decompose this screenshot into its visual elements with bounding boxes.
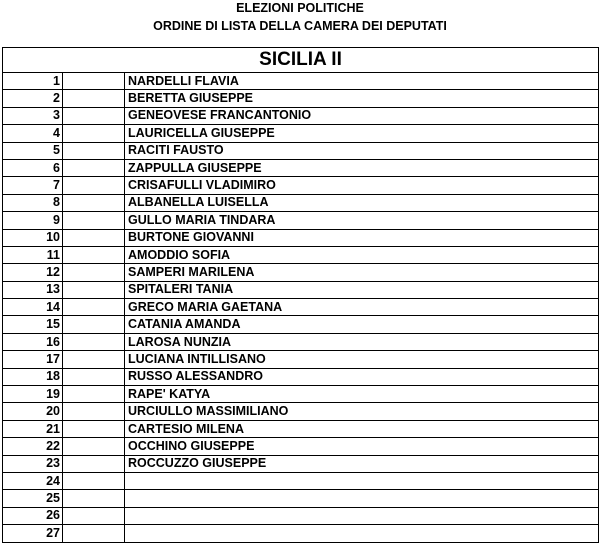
region-title: SICILIA II [3, 48, 599, 73]
candidate-name: ZAPPULLA GIUSEPPE [125, 159, 599, 176]
candidate-name: LAROSA NUNZIA [125, 333, 599, 350]
table-row [3, 351, 599, 368]
table-row [3, 229, 599, 246]
row-number: 9 [3, 212, 63, 229]
row-number: 27 [3, 525, 63, 542]
row-number: 13 [3, 281, 63, 298]
row-number: 15 [3, 316, 63, 333]
candidate-name: OCCHINO GIUSEPPE [125, 438, 599, 455]
candidate-name: CATANIA AMANDA [125, 316, 599, 333]
blank-cell [63, 264, 125, 281]
candidate-name: RACITI FAUSTO [125, 142, 599, 159]
candidate-name [125, 490, 599, 507]
candidate-name: BERETTA GIUSEPPE [125, 90, 599, 107]
candidate-name: GRECO MARIA GAETANA [125, 299, 599, 316]
candidate-name: ROCCUZZO GIUSEPPE [125, 455, 599, 472]
region-header-row [3, 48, 599, 73]
blank-cell [63, 438, 125, 455]
blank-cell [63, 107, 125, 124]
table-row [3, 420, 599, 437]
table-row [3, 212, 599, 229]
candidate-name [125, 525, 599, 542]
table-row [3, 386, 599, 403]
candidate-name: AMODDIO SOFIA [125, 246, 599, 263]
row-number: 19 [3, 386, 63, 403]
table-row [3, 194, 599, 211]
blank-cell [63, 525, 125, 542]
blank-cell [63, 403, 125, 420]
row-number: 7 [3, 177, 63, 194]
candidate-name: ALBANELLA LUISELLA [125, 194, 599, 211]
row-number: 8 [3, 194, 63, 211]
table-row [3, 142, 599, 159]
table-row [3, 490, 599, 507]
candidate-name: GULLO MARIA TINDARA [125, 212, 599, 229]
candidate-name: RUSSO ALESSANDRO [125, 368, 599, 385]
row-number: 3 [3, 107, 63, 124]
candidate-list-table [2, 47, 599, 543]
blank-cell [63, 159, 125, 176]
candidate-name [125, 472, 599, 489]
blank-cell [63, 455, 125, 472]
document-title: ELEZIONI POLITICHE [236, 1, 364, 15]
row-number: 5 [3, 142, 63, 159]
table-row [3, 159, 599, 176]
row-number: 14 [3, 299, 63, 316]
row-number: 12 [3, 264, 63, 281]
candidate-name: GENEOVESE FRANCANTONIO [125, 107, 599, 124]
table-row [3, 107, 599, 124]
table-row [3, 246, 599, 263]
row-number: 26 [3, 507, 63, 524]
table-row [3, 125, 599, 142]
row-number: 1 [3, 73, 63, 90]
blank-cell [63, 490, 125, 507]
blank-cell [63, 90, 125, 107]
table-row [3, 333, 599, 350]
blank-cell [63, 281, 125, 298]
candidate-name: SAMPERI MARILENA [125, 264, 599, 281]
table-row [3, 507, 599, 524]
row-number: 10 [3, 229, 63, 246]
blank-cell [63, 73, 125, 90]
table-row [3, 90, 599, 107]
table-row [3, 525, 599, 542]
row-number: 11 [3, 246, 63, 263]
blank-cell [63, 194, 125, 211]
row-number: 17 [3, 351, 63, 368]
table-row [3, 264, 599, 281]
table-row [3, 472, 599, 489]
candidate-name: CARTESIO MILENA [125, 420, 599, 437]
candidate-name: SPITALERI TANIA [125, 281, 599, 298]
table-row [3, 299, 599, 316]
blank-cell [63, 333, 125, 350]
blank-cell [63, 142, 125, 159]
candidate-name: LUCIANA INTILLISANO [125, 351, 599, 368]
candidate-name: LAURICELLA GIUSEPPE [125, 125, 599, 142]
row-number: 22 [3, 438, 63, 455]
blank-cell [63, 229, 125, 246]
blank-cell [63, 472, 125, 489]
candidate-name: CRISAFULLI VLADIMIRO [125, 177, 599, 194]
candidate-name: URCIULLO MASSIMILIANO [125, 403, 599, 420]
table-row [3, 73, 599, 90]
blank-cell [63, 386, 125, 403]
row-number: 2 [3, 90, 63, 107]
table-row [3, 177, 599, 194]
row-number: 4 [3, 125, 63, 142]
row-number: 25 [3, 490, 63, 507]
table-row [3, 281, 599, 298]
blank-cell [63, 299, 125, 316]
table-row [3, 438, 599, 455]
blank-cell [63, 420, 125, 437]
blank-cell [63, 177, 125, 194]
candidate-name [125, 507, 599, 524]
candidate-name: BURTONE GIOVANNI [125, 229, 599, 246]
table-row [3, 316, 599, 333]
blank-cell [63, 351, 125, 368]
row-number: 20 [3, 403, 63, 420]
row-number: 16 [3, 333, 63, 350]
candidate-name: RAPE' KATYA [125, 386, 599, 403]
table-row [3, 368, 599, 385]
candidate-list-body [3, 48, 599, 543]
blank-cell [63, 507, 125, 524]
table-row [3, 403, 599, 420]
row-number: 18 [3, 368, 63, 385]
blank-cell [63, 212, 125, 229]
blank-cell [63, 368, 125, 385]
row-number: 6 [3, 159, 63, 176]
document-subtitle: ORDINE DI LISTA DELLA CAMERA DEI DEPUTATI [153, 19, 447, 33]
table-row [3, 455, 599, 472]
blank-cell [63, 316, 125, 333]
row-number: 24 [3, 472, 63, 489]
blank-cell [63, 246, 125, 263]
row-number: 23 [3, 455, 63, 472]
blank-cell [63, 125, 125, 142]
candidate-name: NARDELLI FLAVIA [125, 73, 599, 90]
row-number: 21 [3, 420, 63, 437]
